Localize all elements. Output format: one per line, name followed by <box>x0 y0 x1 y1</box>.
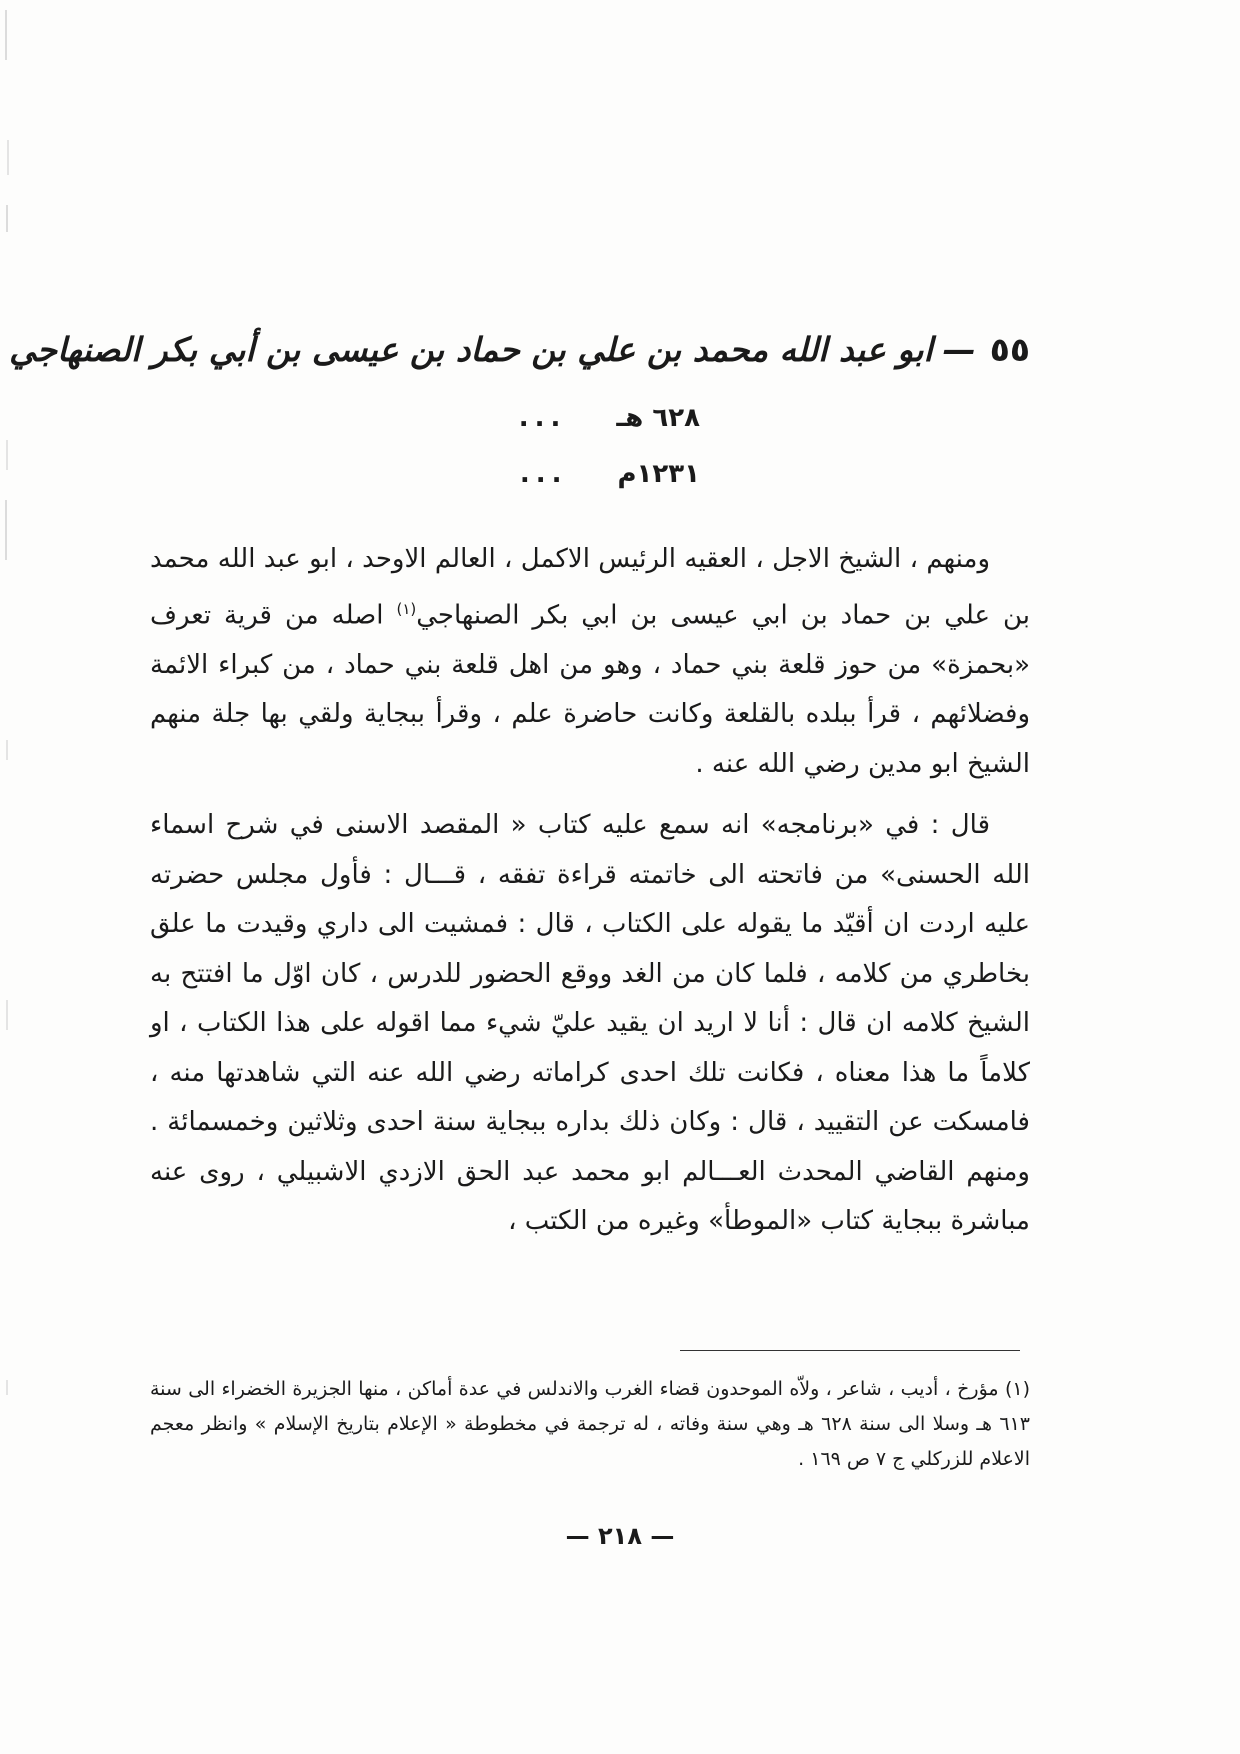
birth-date-unknown: ... <box>519 459 568 489</box>
binding-edge-specks <box>0 0 14 1754</box>
birth-date-unknown: ... <box>518 403 567 433</box>
dates-block <box>440 390 700 502</box>
paragraph <box>150 535 1030 789</box>
entry-title: ابو عبد الله محمد بن علي بن حماد بن عيسى بن أبي بكر الصنهاجي <box>9 330 933 369</box>
heading-dash: — <box>942 330 976 369</box>
date-row-hijri <box>440 390 700 446</box>
page-number: — ٢١٨ — <box>565 1522 675 1550</box>
paragraph-text: اصله من قرية تعرف «بحمزة» من حوز قلعة بني حماد ، وهو من اهل قلعة بني حماد ، من كبراء الائمة وفضلائهم ، قرأ ببلده بالقلعة وكانت حاضرة علم ، وقرأ ببجاية ولقي بها جلة منهم الشيخ ابو مدين رضي الله عنه . <box>150 600 1030 779</box>
date-row-gregorian <box>440 446 700 502</box>
main-text <box>150 535 1030 1247</box>
paragraph-text: ومنهم ، الشيخ الاجل ، العقيه الرئيس الاكمل ، العالم الاوحد ، ابو عبد الله محمد بن علي بن حماد بن ابي عيسى بن ابي بكر الصنهاجي <box>150 544 1030 631</box>
footnote: (١) مؤرخ ، أديب ، شاعر ، ولاّه الموحدون قضاء الغرب والاندلس في عدة أماكن ، منها الجزيرة الخضراء الى سنة ٦١٣ هـ وسلا الى سنة ٦٢٨ هـ وهي سنة وفاته ، له ترجمة في مخطوطة « الإعلام بتاريخ الإسلام » وانظر معجم الاعلام للزركلي ج ٧ ص ١٦٩ . <box>150 1378 1030 1470</box>
paragraph: قال : في «برنامجه» انه سمع عليه كتاب « المقصد الاسنى في شرح اسماء الله الحسنى» من فاتحته الى خاتمته قراءة تفقه ، قـــال : فأول مجلس حضرته عليه اردت ان أقيّد ما يقوله على الكتاب ، قال : فمشيت الى داري وقيدت ما علق بخاطري من كلامه ، فلما كان من الغد ووقع الحضور للدرس ، كان اوّل ما افتتح به الشيخ كلامه ان قال : أنا لا اريد ان يقيد عليّ شيء مما اقوله على هذا الكتاب ، او كلاماً ما هذا معناه ، فكانت تلك احدى كراماته رضي الله عنه التي شاهدتها منه ، فامسكت عن التقييد ، قال : وكان ذلك بداره ببجاية سنة احدى وثلاثين وخمسمائة . ومنهم القاضي المحدث العـــالم ابو محمد عبد الحق الازدي الاشبيلي ، روى عنه مباشرة ببجاية كتاب «الموطأ» وغيره من الكتب ، <box>150 810 1030 1237</box>
biography-heading <box>9 330 1030 369</box>
footnote-separator <box>680 1350 1020 1351</box>
entry-number: ٥٥ <box>989 330 1030 369</box>
footnote-reference: (١) <box>396 599 417 618</box>
death-date-hijri: ٦٢٨ هـ <box>616 403 700 433</box>
death-date-gregorian: ١٢٣١م <box>617 459 700 489</box>
